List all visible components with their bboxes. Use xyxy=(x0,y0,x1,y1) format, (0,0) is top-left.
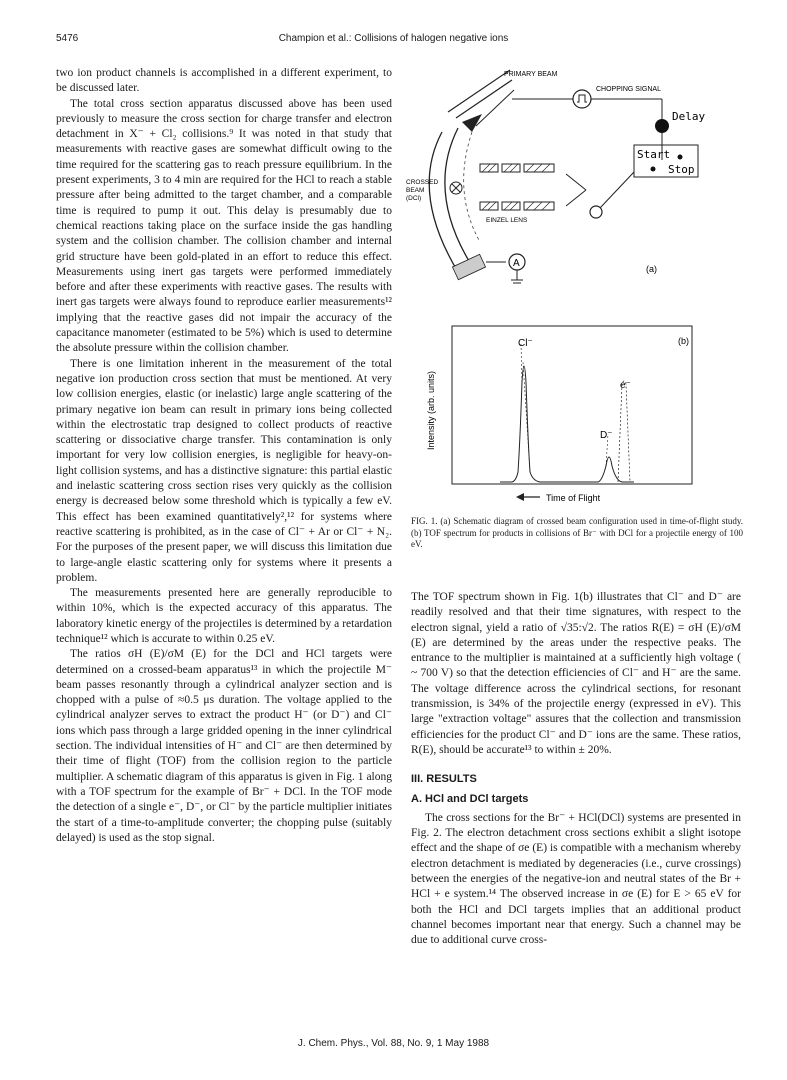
collector xyxy=(452,254,485,279)
label-start: Start xyxy=(637,148,671,161)
section-heading: III. RESULTS xyxy=(411,773,477,786)
label-stop: Stop xyxy=(668,163,695,176)
paragraph: There is one limitation inherent in the measurement of the total negative ion production cross section that must be mentioned. At very low collision energies, elastic (or inelastic) large angle scattering of the primary negative ion beam can result in primary ions being collected within the electrostatic trap designed to collect products of reactive scattering or dissociative charge transfer. This contamination is only important for very low collision energies, is negligible for heavy-on-light collision systems, and has a distinctive signature: this partial elastic and inelastic scattering cross section rises very quickly as the collision energy is decreased below some threshold which is typically a few eV. This effect has been examined quantitatively²,¹² for systems where reactive scattering is prohibited, as in the case of Cl⁻ + Ar or Cl⁻ + N₂. For the purposes of the present paper, we will discuss this limitation due to large-angle elastic scattering only for systems where it presents a problem. xyxy=(56,357,392,584)
beam-line xyxy=(456,80,512,118)
analyzer-inner-arc xyxy=(445,128,472,266)
label-chopping-signal: CHOPPING SIGNAL xyxy=(596,86,661,93)
running-title: Champion et al.: Collisions of halogen negative ions xyxy=(278,33,509,44)
analyzer-grid xyxy=(464,132,480,242)
peak-label-d: D⁻ xyxy=(600,430,613,441)
caption-label: FIG. 1. xyxy=(411,516,438,526)
figure-1a-schematic xyxy=(400,62,745,302)
delay-unit xyxy=(655,119,669,133)
y-axis-label: Intensity (arb. units) xyxy=(426,370,436,450)
beam-line xyxy=(448,70,510,112)
label-panel-b: (b) xyxy=(678,336,689,346)
paragraph: The TOF spectrum shown in Fig. 1(b) illustrates that Cl⁻ and D⁻ are readily resolved and that their time signatures, with respect to the electron signal, yield a ratio of √35:√2. The ratios R(E) = σH (E)/σM (E) are determined by the areas under the respective peaks. The entrance to the multiplier is maintained at a sufficiently high voltage ( ~ 700 V) so that the detection efficiencies of Cl⁻ and H⁻ are the same. The voltage difference across the cylindrical sections, for resonant transmission, is 34% of the projectile energy (expressed in eV). This large "extraction voltage" assures that the collection and transmission efficiencies for the product Cl⁻ and D⁻ ions are the same. These ratios, R(E), should be accurate¹³ to within ± 20%. xyxy=(411,591,741,756)
figure-caption xyxy=(411,516,743,551)
paragraph: The measurements presented here are generally reproducible to within 10%, which is the expected accuracy of this apparatus. The laboratory kinetic energy of the projectiles is determined by a retardation technique¹² which is accurate to within 0.25 eV. xyxy=(56,587,392,645)
label-einzel-lens: EINZEL LENS xyxy=(486,217,528,224)
paragraph: The total cross section apparatus discussed above has been used previously to measure the cross section for charge transfer and electron detachment in X⁻ + Cl₂ collisions.⁹ It was noted in that study that measurements with reactive gases are somewhat difficult owing to the time required for the scattering gas to reach pressure equilibrium. In the present experiments, 3 to 4 min are required for the HCl to reach a stable pressure after being admitted to the target chamber, and a comparable time is required to pump it out. This delay is presumably due to chemical reactions taking place on the surface inside the gas handling system and the collision chamber. The collision chamber and internal grid structure have been gold-plated in an effort to reduce this effect. Measurements using inert gas targets were performed immediately before and after these experiments with reactive gases. The results with inert gas targets were always found to reproduce earlier measurements¹² implying that the reactive gases did not impair the accuracy of the capacitance manometer (estimated to be 5%) which is used to determine the absolute pressure within the collision chamber. xyxy=(56,97,392,355)
figure-1b-tof-spectrum xyxy=(420,322,740,508)
peak-label-cl: Cl⁻ xyxy=(518,338,533,349)
page-number: 5476 xyxy=(56,33,79,44)
caption-text: (a) Schematic diagram of crossed beam configuration used in time-of-flight study. (b) TOF spectrum for products in collisions of Br⁻ with DCl for a projectile energy of 100 eV. xyxy=(411,516,743,549)
paragraph: The ratios σH (E)/σM (E) for the DCl and HCl targets were determined on a crossed-beam apparatus¹³ in which the projectile M⁻ beam passes resonantly through a cylindrical analyzer section and is chopped with a pulse of ≈0.5 μs duration. The voltage applied to the cylindrical analyzer serves to extract the product H⁻ (or D⁻) and Cl⁻ ions which pass through a large gridded opening in the inner cylindrical section. The individual intensities of H⁻ and Cl⁻ are then determined by their time of flight (TOF) from the collision region to the particle multiplier. A schematic diagram of this apparatus is given in Fig. 1 along with a TOF spectrum for the example of Br⁻ + DCl. In the TOF mode the detection of a single e⁻, D⁻, or Cl⁻ by the particle multiplier initiates the start of a time-to-amplitude converter; the chopping pulse (suitably delayed) is used as the stop signal. xyxy=(56,648,392,844)
paragraph: two ion product channels is accomplished in a different experiment, to be discussed later. xyxy=(56,67,392,95)
spectrum-trace xyxy=(500,366,634,482)
label-crossed-beam-2: BEAM xyxy=(406,187,425,194)
right-column xyxy=(411,590,741,949)
label-panel-a: (a) xyxy=(646,264,657,274)
peak-label-e: e⁻ xyxy=(620,380,631,391)
pulse-generator xyxy=(573,90,591,108)
label-delay: Delay xyxy=(672,110,706,123)
x-axis-label: Time of Flight xyxy=(546,493,601,503)
label-detector: A xyxy=(513,258,520,269)
footer-citation: J. Chem. Phys., Vol. 88, No. 9, 1 May 1988 xyxy=(297,1038,490,1049)
subsection-heading: A. HCl and DCl targets xyxy=(411,792,529,805)
electron-peak-trace xyxy=(618,381,630,482)
analyzer-outer-arc xyxy=(429,132,458,272)
label-primary-beam: PRIMARY BEAM xyxy=(504,71,558,78)
label-crossed-beam-3: (DCl) xyxy=(406,195,422,202)
left-column xyxy=(56,66,392,846)
paragraph: The cross sections for the Br⁻ + HCl(DCl) systems are presented in Fig. 2. The electron detachment cross sections exhibit a slight isotope effect and the shape of σe (E) is compatible with a mechanism whereby electron detachment is mediated by degeneracies (i.e., curve crossings) between the energies of the negative-ion and neutral states of the Br + HCl + e system.¹⁴ The observed increase in σe (E) for E > 65 eV for both the HCl and DCl targets implies that an additional product channel becomes important near that energy. Such a channel may be due to additional curve cross- xyxy=(411,811,741,947)
plot-frame xyxy=(452,326,692,484)
beam-line xyxy=(476,90,514,126)
label-crossed-beam: CROSSED xyxy=(406,179,439,186)
